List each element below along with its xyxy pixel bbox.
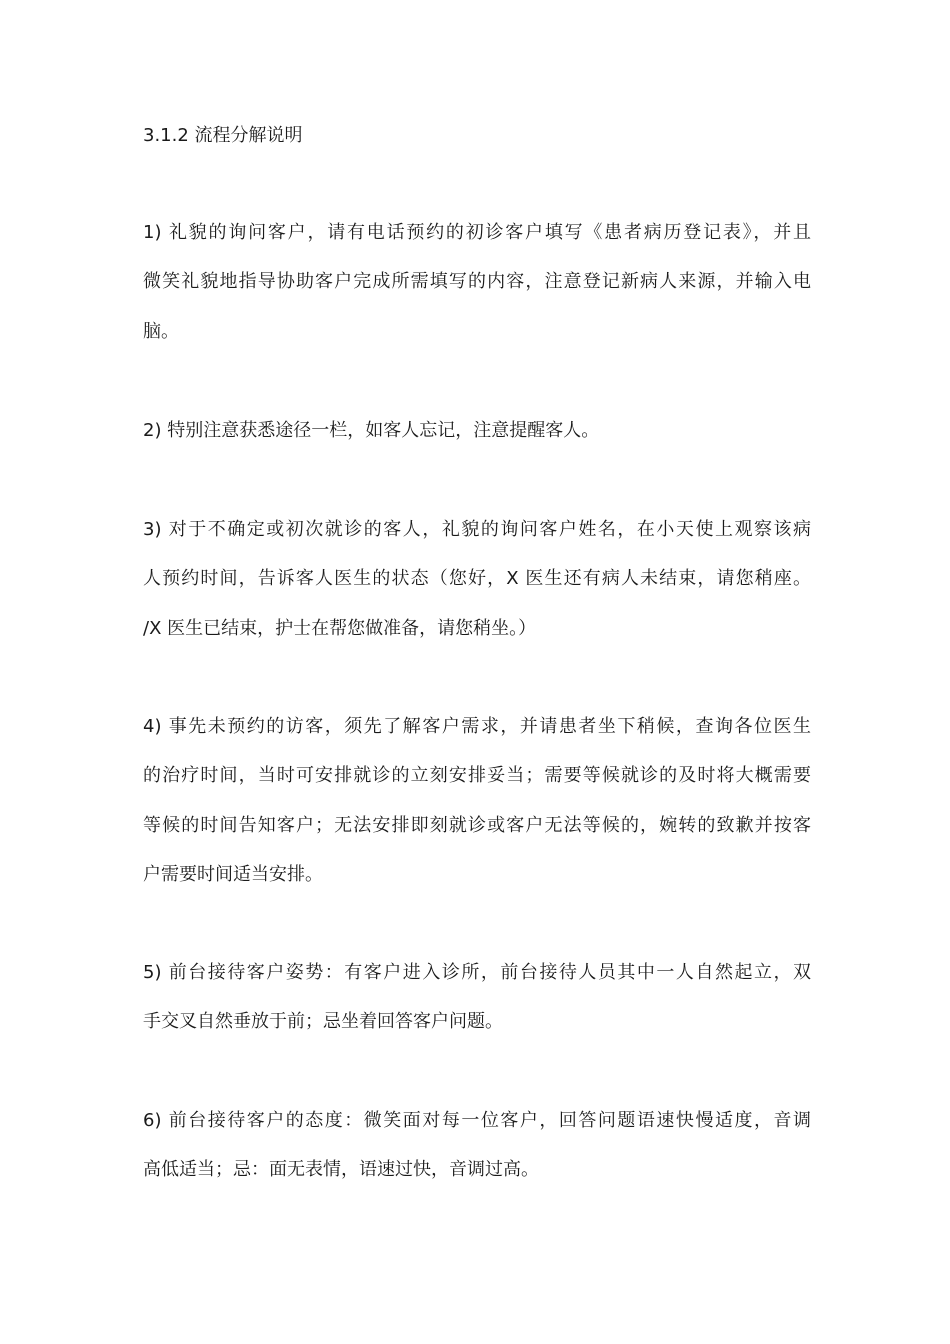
paragraph-2 — [143, 406, 811, 455]
paragraph-line: 手交叉自然垂放于前；忌坐着回答客户问题。 — [143, 1011, 503, 1033]
paragraph-1 — [143, 208, 811, 356]
paragraph-line: 1) 礼貌的询问客户，请有电话预约的初诊客户填写《患者病历登记表》，并且 — [143, 222, 811, 243]
paragraph-line: 5) 前台接待客户姿势：有客户进入诊所，前台接待人员其中一人自然起立，双 — [143, 962, 811, 983]
paragraph-line: 4) 事先未预约的访客，须先了解客户需求，并请患者坐下稍候，查询各位医生 — [143, 716, 811, 737]
paragraph-6 — [143, 1096, 811, 1195]
paragraph-3 — [143, 505, 811, 653]
paragraph-line: 等候的时间告知客户；无法安排即刻就诊或客户无法等候的，婉转的致歉并按客 — [143, 814, 811, 836]
paragraph-line: 的治疗时间，当时可安排就诊的立刻安排妥当；需要等候就诊的及时将大概需要 — [143, 765, 811, 787]
paragraph-line: 2) 特别注意获悉途径一栏，如客人忘记，注意提醒客人。 — [143, 420, 600, 441]
paragraph-line: /X 医生已结束，护士在帮您做准备，请您稍坐。） — [143, 617, 537, 639]
paragraph-line: 脑。 — [143, 320, 179, 342]
paragraph-line: 人预约时间，告诉客人医生的状态（您好，X 医生还有病人未结束，请您稍座。 — [143, 568, 811, 590]
paragraph-line: 6) 前台接待客户的态度：微笑面对每一位客户，回答问题语速快慢适度，音调 — [143, 1110, 811, 1131]
paragraph-4 — [143, 702, 811, 899]
paragraph-line: 微笑礼貌地指导协助客户完成所需填写的内容，注意登记新病人来源，并输入电 — [143, 271, 811, 293]
paragraph-line: 高低适当；忌：面无表情，语速过快，音调过高。 — [143, 1159, 539, 1181]
section-heading: 3.1.2 流程分解说明 — [143, 125, 303, 146]
paragraph-line: 3) 对于不确定或初次就诊的客人，礼貌的询问客户姓名，在小天使上观察该病 — [143, 519, 811, 540]
paragraph-line: 户需要时间适当安排。 — [143, 863, 323, 885]
paragraph-5 — [143, 948, 811, 1047]
